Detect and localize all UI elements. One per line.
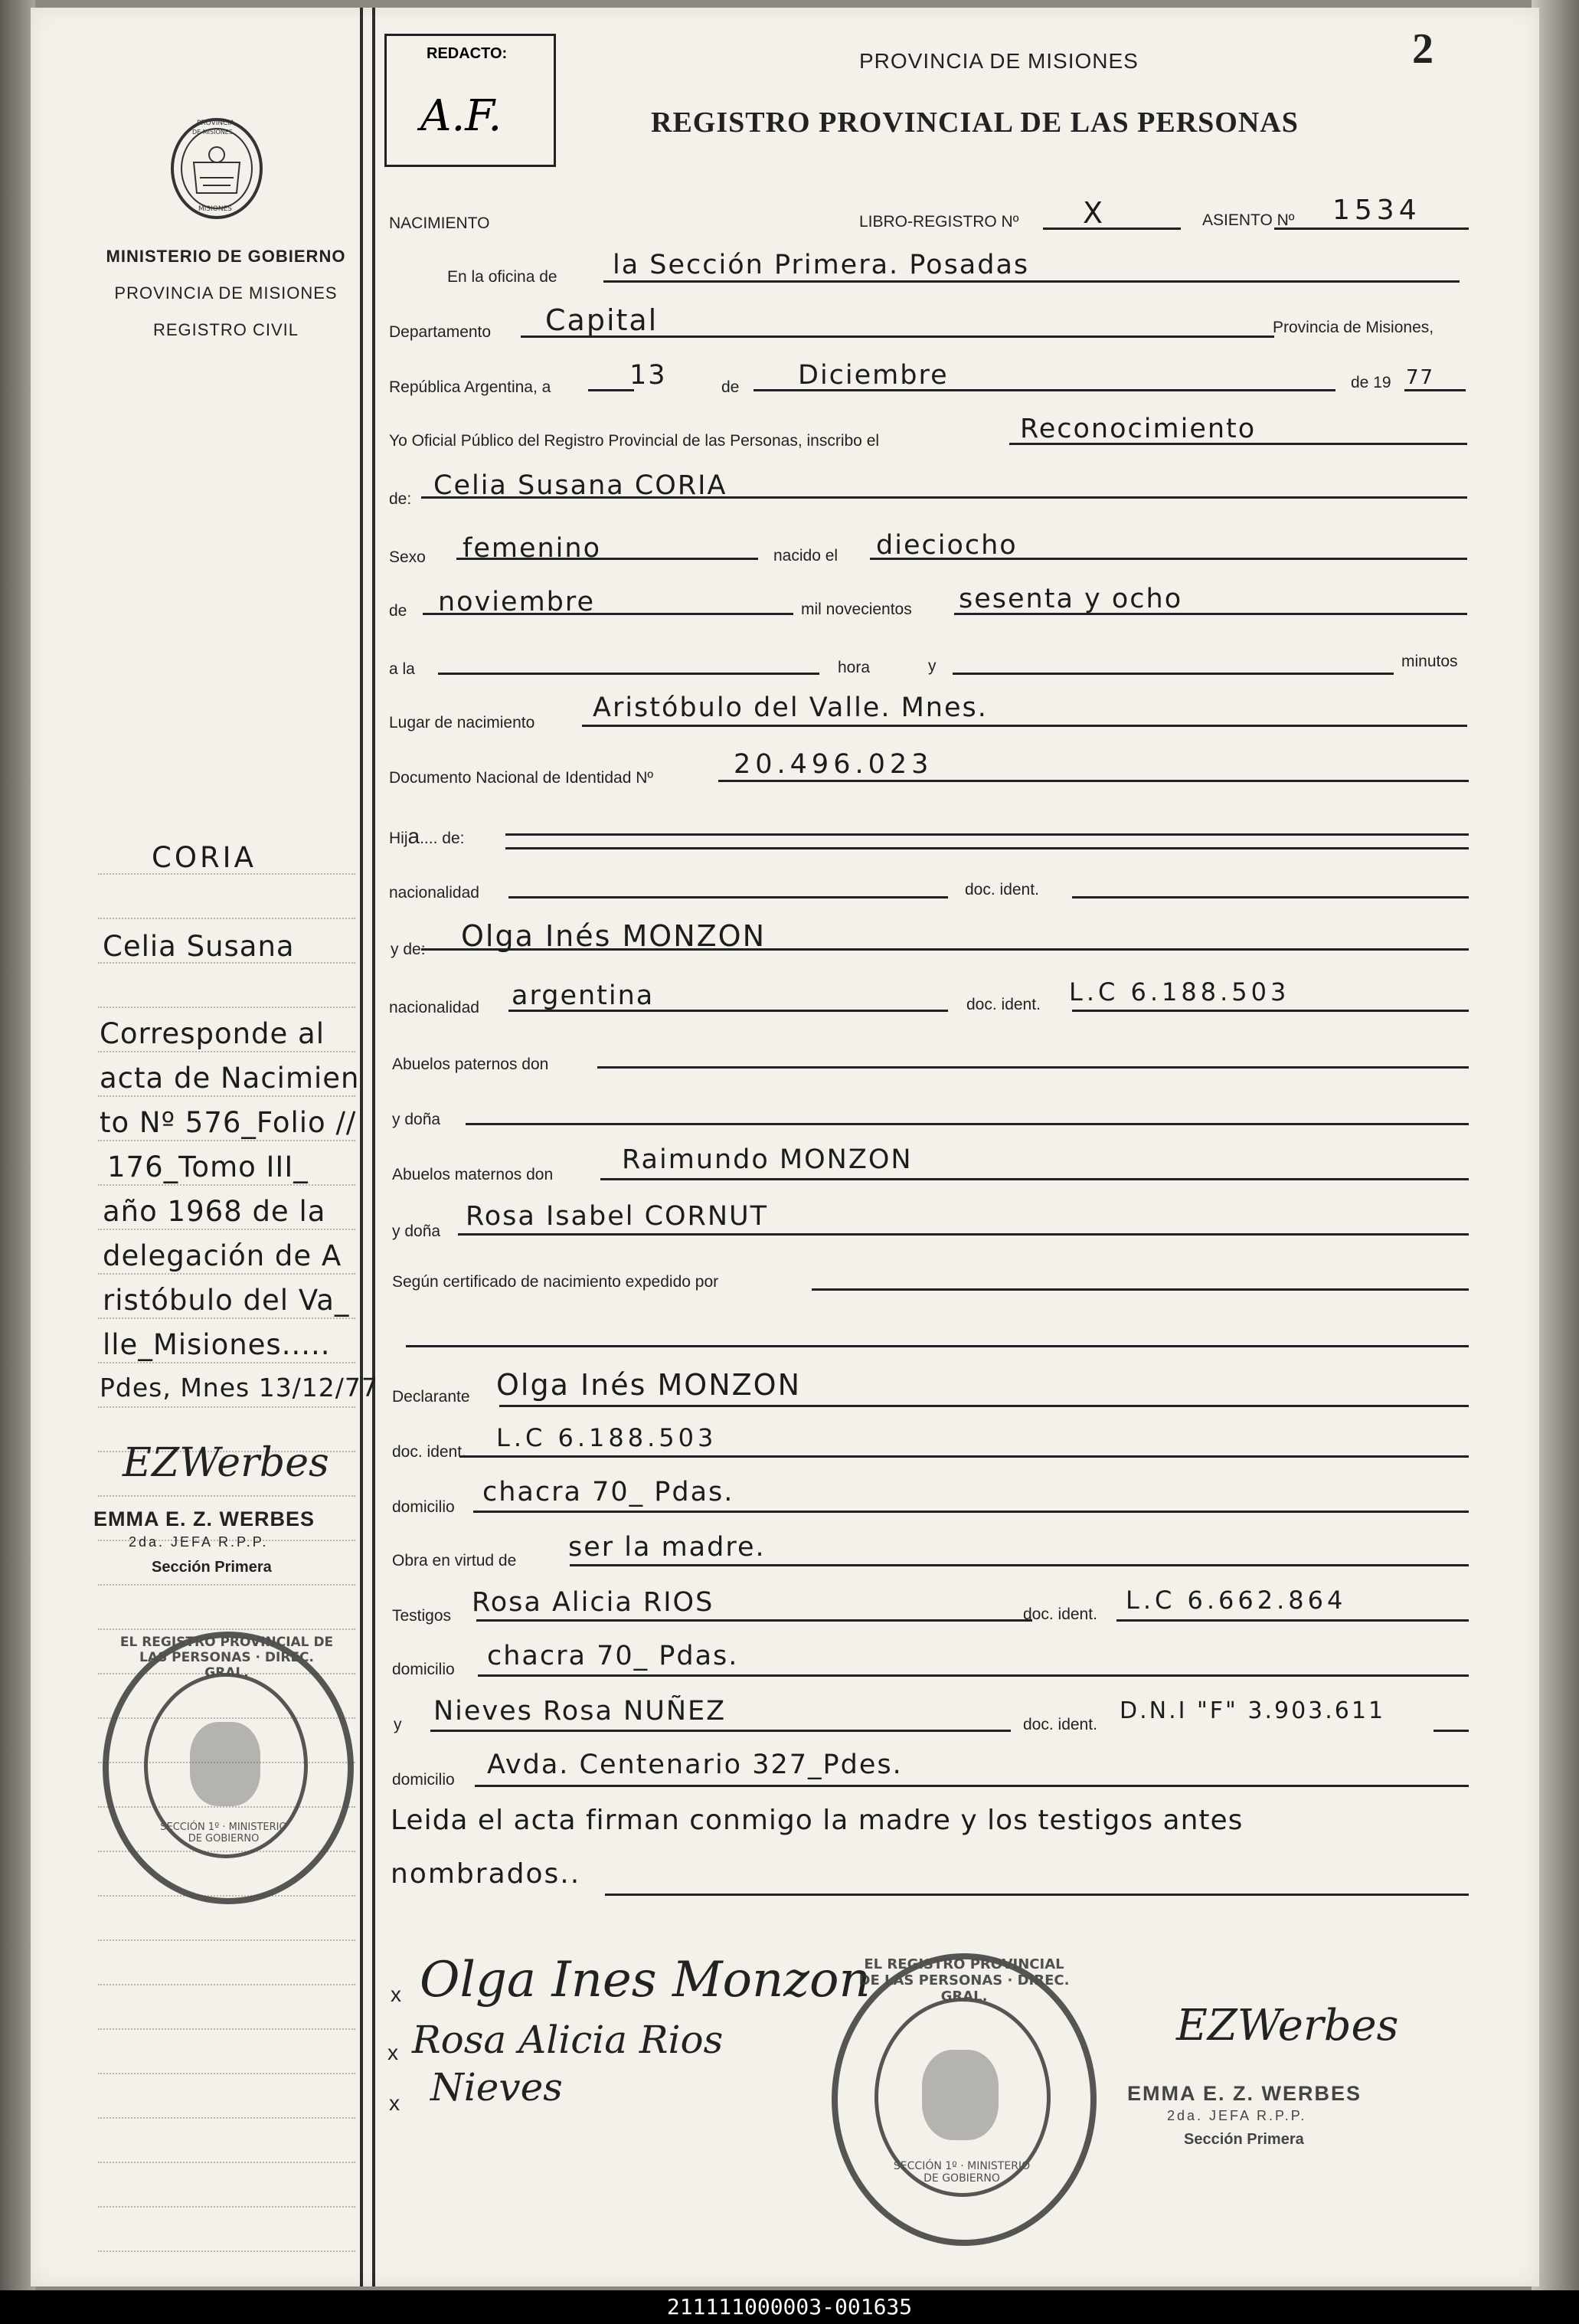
margin-official-section: Sección Primera xyxy=(152,1559,272,1576)
signature-witness-2: Nieves xyxy=(430,2065,563,2110)
label-hij-de: de: xyxy=(442,830,465,847)
signature-mark-3: x xyxy=(389,2091,400,2115)
value-lugar: Aristóbulo del Valle. Mnes. xyxy=(593,692,988,723)
label-doc-madre: doc. ident. xyxy=(966,996,1041,1013)
signature-mark-1: x xyxy=(391,1982,401,2006)
province-header: PROVINCIA DE MISIONES xyxy=(859,49,1139,73)
label-segun: Según certificado de nacimiento expedido por xyxy=(392,1273,719,1291)
official-section: Sección Primera xyxy=(1184,2131,1304,2148)
closing-line-2: nombrados.. xyxy=(391,1858,581,1890)
label-provincia: Provincia de Misiones, xyxy=(1273,319,1434,336)
value-asiento: 1534 xyxy=(1332,195,1421,226)
value-madre: Olga Inés MONZON xyxy=(461,919,766,953)
label-declarante: Declarante xyxy=(392,1388,470,1406)
value-nacido-dia: dieciocho xyxy=(876,530,1018,561)
margin-note-line: Pdes, Mnes 13/12/77 xyxy=(100,1373,378,1403)
value-documento: 20.496.023 xyxy=(734,749,933,780)
label-libro: LIBRO-REGISTRO Nº xyxy=(859,213,1019,231)
label-y-de: y de: xyxy=(391,941,426,958)
stamp-outer-text: EL REGISTRO PROVINCIAL DE LAS PERSONAS · DIREC. GRAL. xyxy=(119,1635,334,1681)
label-hora: hora xyxy=(838,659,871,676)
label-oficina: En la oficina de xyxy=(447,268,557,286)
value-sexo: femenino xyxy=(463,533,601,564)
label-departamento: Departamento xyxy=(389,323,492,341)
margin-note-line: acta de Nacimien xyxy=(100,1062,360,1095)
registry-title: REGISTRO PROVINCIAL DE LAS PERSONAS xyxy=(651,106,1299,139)
official-title: 2da. JEFA R.P.P. xyxy=(1167,2108,1307,2123)
value-abuela-materna: Rosa Isabel CORNUT xyxy=(466,1201,769,1232)
margin-registry-stamp xyxy=(103,1632,354,1904)
value-declarante-doc: L.C 6.188.503 xyxy=(496,1423,718,1452)
label-hij-dots: .... xyxy=(420,830,443,847)
margin-official-signature: EZWerbes xyxy=(123,1440,329,1486)
value-madre-doc: L.C 6.188.503 xyxy=(1069,977,1290,1007)
value-testigo2-doc: D.N.I "F" 3.903.611 xyxy=(1120,1697,1386,1724)
margin-surname: CORIA xyxy=(152,841,257,874)
value-abuelo-materno: Raimundo MONZON xyxy=(622,1144,913,1175)
margin-rule-inner xyxy=(372,8,375,2286)
official-name: EMMA E. Z. WERBES xyxy=(1127,2082,1362,2105)
label-domicilio-testigo1: domicilio xyxy=(392,1661,455,1678)
label-nacido: nacido el xyxy=(773,547,839,565)
ministry-registry: REGISTRO CIVIL xyxy=(152,320,299,339)
label-a-la: a la xyxy=(389,660,415,678)
margin-note-line: año 1968 de la xyxy=(103,1195,326,1228)
margin-note-line: ristóbulo del Va_ xyxy=(103,1284,350,1317)
margin-note-line: to Nº 576_Folio // xyxy=(100,1106,357,1139)
value-testigo2-domicilio: Avda. Centenario 327_Pdes. xyxy=(487,1750,903,1780)
label-domicilio-declarante: domicilio xyxy=(392,1498,455,1516)
ministry-block xyxy=(92,247,360,340)
value-testigo1-doc: L.C 6.662.864 xyxy=(1126,1586,1347,1615)
label-mil: mil novecientos xyxy=(801,601,912,618)
label-de-year: de 19 xyxy=(1351,374,1391,391)
value-nacido-anio: sesenta y ocho xyxy=(959,584,1183,614)
stamp-inner-text-2: SECCIÓN 1º · MINISTERIO DE GOBIERNO xyxy=(893,2160,1031,2185)
label-de-nombre: de: xyxy=(389,490,412,508)
value-hij-suffix: a xyxy=(407,824,420,848)
seal-text-top: PROVINCIA xyxy=(197,119,235,127)
label-dona-paterna: y doña xyxy=(392,1111,441,1128)
value-declarante: Olga Inés MONZON xyxy=(496,1368,801,1402)
value-testigo1-domicilio: chacra 70_ Pdas. xyxy=(487,1641,739,1671)
label-oficial: Yo Oficial Público del Registro Provincial de las Personas, inscribo el xyxy=(389,432,880,450)
label-abuelos-paternos: Abuelos paternos don xyxy=(392,1056,549,1073)
margin-official-title: 2da. JEFA R.P.P. xyxy=(129,1534,269,1550)
label-nacionalidad-padre: nacionalidad xyxy=(389,884,479,902)
official-signature: EZWerbes xyxy=(1176,2001,1399,2051)
label-asiento: ASIENTO Nº xyxy=(1202,211,1295,229)
ministry-name: MINISTERIO DE GOBIERNO xyxy=(106,247,346,266)
label-y-testigo2: y xyxy=(394,1716,402,1733)
value-acto: Reconocimiento xyxy=(1020,414,1257,444)
closing-line-1: Leida el acta firman conmigo la madre y los testigos antes xyxy=(391,1805,1244,1836)
value-oficina: la Sección Primera. Posadas xyxy=(613,250,1030,280)
margin-note-line: lle_Misiones..... xyxy=(103,1328,331,1361)
margin-note-line: 176_Tomo III_ xyxy=(107,1151,309,1183)
label-testigos: Testigos xyxy=(392,1607,452,1625)
label-nacimiento: NACIMIENTO xyxy=(389,214,490,232)
margin-official-name: EMMA E. Z. WERBES xyxy=(93,1507,315,1530)
stamp-inner-text: SECCIÓN 1º · MINISTERIO DE GOBIERNO xyxy=(160,1822,287,1844)
redacto-value: A.F. xyxy=(420,91,502,141)
label-hij xyxy=(389,824,464,849)
label-domicilio-testigo2: domicilio xyxy=(392,1771,455,1789)
page-number: 2 xyxy=(1412,25,1434,73)
margin-rule-outer xyxy=(360,8,363,2286)
redacto-box xyxy=(384,34,556,167)
label-dona-materna: y doña xyxy=(392,1223,441,1240)
value-dia: 13 xyxy=(629,360,667,391)
label-minutos: minutos xyxy=(1401,653,1458,670)
value-madre-nacionalidad: argentina xyxy=(512,980,655,1011)
value-departamento: Capital xyxy=(545,303,659,337)
margin-note-line: Corresponde al xyxy=(100,1017,325,1050)
label-sexo: Sexo xyxy=(389,548,426,566)
value-testigo1: Rosa Alicia RIOS xyxy=(472,1587,714,1618)
value-nombre: Celia Susana CORIA xyxy=(433,470,727,501)
value-obra: ser la madre. xyxy=(568,1532,766,1563)
value-libro: X xyxy=(1083,196,1105,230)
official-registry-stamp xyxy=(832,1953,1097,2246)
label-doc-testigo2: doc. ident. xyxy=(1023,1716,1097,1733)
value-anio: 77 xyxy=(1406,366,1435,389)
value-nacido-mes: noviembre xyxy=(438,587,596,617)
value-testigo2: Nieves Rosa NUÑEZ xyxy=(433,1696,727,1727)
coat-of-arms-seal xyxy=(163,109,270,224)
label-abuelos-maternos: Abuelos maternos don xyxy=(392,1166,554,1183)
value-mes: Diciembre xyxy=(798,360,949,391)
archive-id-footer: 211111000003-001635 xyxy=(0,2290,1579,2324)
label-hij-prefix: Hij xyxy=(389,830,408,847)
label-de-nacido: de xyxy=(389,602,407,620)
value-declarante-domicilio: chacra 70_ Pdas. xyxy=(482,1477,734,1507)
stamp-outer-text-2: EL REGISTRO PROVINCIAL DE LAS PERSONAS · DIREC. GRAL. xyxy=(858,1956,1070,2005)
label-lugar: Lugar de nacimiento xyxy=(389,714,535,732)
seal-text-middle: DE MISIONES xyxy=(192,129,233,136)
redacto-label: REDACTO: xyxy=(427,45,508,62)
label-republica: República Argentina, a xyxy=(389,378,551,396)
label-doc-padre: doc. ident. xyxy=(965,881,1039,899)
label-documento: Documento Nacional de Identidad Nº xyxy=(389,769,654,787)
seal-text-bottom: MISIONES xyxy=(198,205,233,213)
label-y-minutos: y xyxy=(928,657,937,675)
label-de-mes: de xyxy=(721,378,740,396)
label-obra: Obra en virtud de xyxy=(392,1552,517,1570)
label-doc-testigo1: doc. ident. xyxy=(1023,1606,1097,1623)
ministry-province: PROVINCIA DE MISIONES xyxy=(114,283,338,303)
signature-witness-1: Rosa Alicia Rios xyxy=(412,2018,724,2062)
label-doc-declarante: doc. ident. xyxy=(392,1443,466,1461)
signature-mother: Olga Ines Monzon xyxy=(420,1952,871,2008)
margin-given-names: Celia Susana xyxy=(103,930,295,963)
label-nacionalidad-madre: nacionalidad xyxy=(389,999,479,1016)
signature-mark-2: x xyxy=(387,2041,398,2064)
margin-note-line: delegación de A xyxy=(103,1239,342,1272)
